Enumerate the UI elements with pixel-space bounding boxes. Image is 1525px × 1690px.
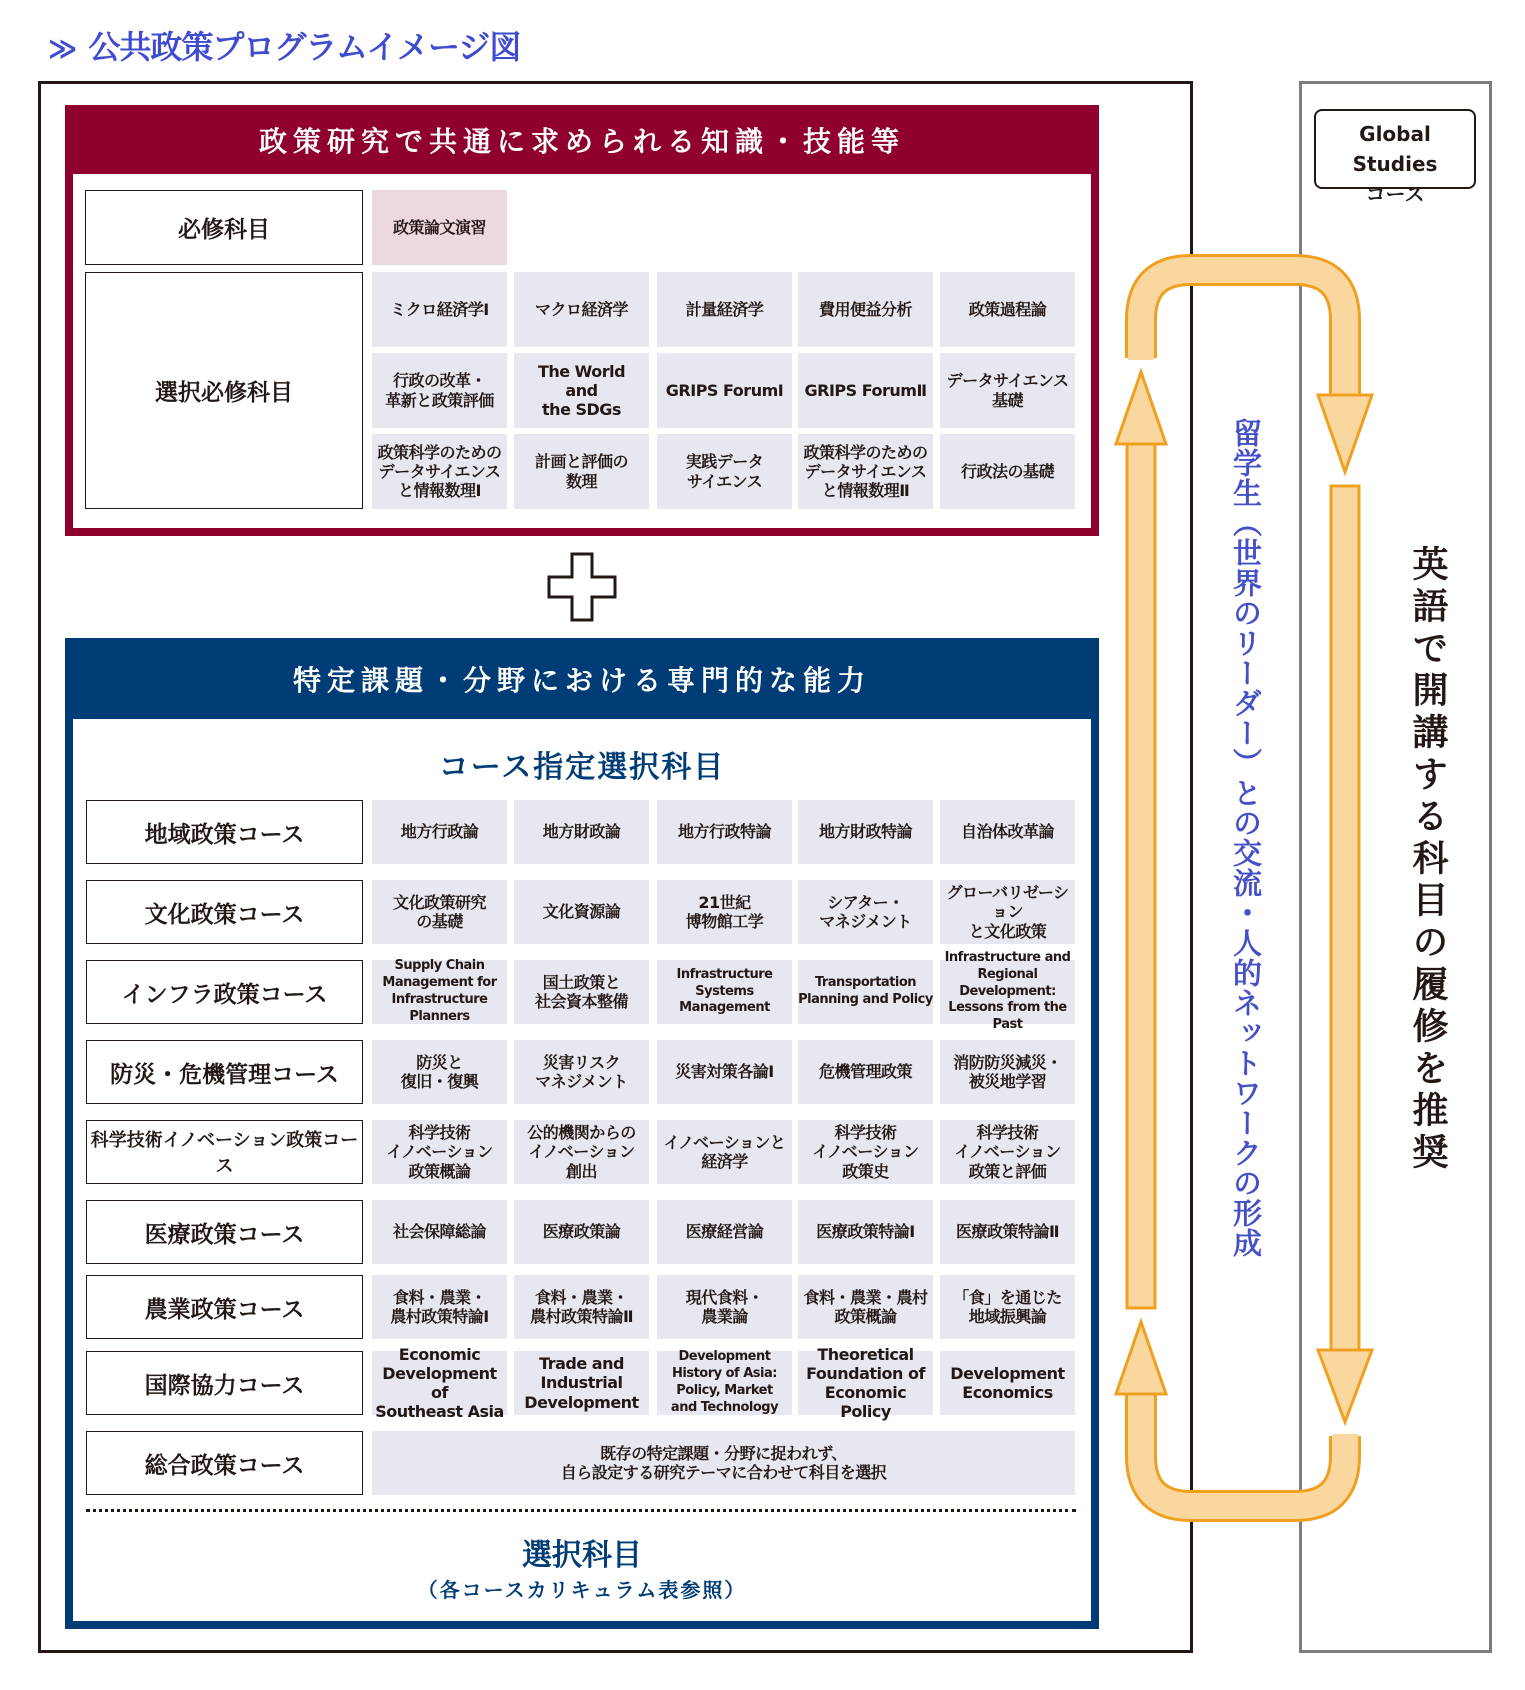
course-subject: 地方行政特論 — [657, 800, 792, 864]
right-down-arrow-shaft — [1331, 486, 1359, 1352]
elective-required-course: 実践データ サイエンス — [657, 434, 792, 509]
elective-required-course: 政策過程論 — [940, 272, 1075, 347]
electives-title: 選択科目 — [522, 1538, 642, 1573]
course-label: インフラ政策コース — [86, 960, 363, 1024]
elective-required-course: 行政の改革・ 革新と政策評価 — [372, 353, 507, 428]
elective-required-course: The World and the SDGs — [514, 353, 649, 428]
elective-required-course: 政策科学のための データサイエンス と情報数理Ⅱ — [798, 434, 933, 509]
common-skills-header: 政策研究で共通に求められる知識・技能等 — [65, 105, 1099, 174]
course-subject: Development Economics — [940, 1351, 1075, 1415]
page-title-text: 公共政策プログラムイメージ図 — [88, 28, 521, 66]
course-subject: 医療政策論 — [514, 1200, 649, 1264]
arrow-head-down-right — [1318, 1350, 1372, 1422]
course-subject: 医療政策特論Ⅰ — [798, 1200, 933, 1264]
course-subject: 危機管理政策 — [798, 1040, 933, 1104]
elective-required-course: GRIPS ForumⅠ — [657, 353, 792, 428]
elective-required-course: マクロ経済学 — [514, 272, 649, 347]
course-subject: 災害対策各論Ⅰ — [657, 1040, 792, 1104]
course-subject: 災害リスク マネジメント — [514, 1040, 649, 1104]
arrow-head-down-top — [1318, 395, 1372, 472]
course-subject: 社会保障総論 — [372, 1200, 507, 1264]
course-subject: 国土政策と 社会資本整備 — [514, 960, 649, 1024]
course-subject: 防災と 復旧・復興 — [372, 1040, 507, 1104]
double-chevron-right-icon: ≫ — [48, 32, 77, 65]
course-subject: Theoretical Foundation of Economic Policy — [798, 1351, 933, 1415]
course-subject: イノベーションと 経済学 — [657, 1120, 792, 1184]
course-designated-electives-title: コース指定選択科目 — [438, 750, 726, 785]
top-loop-arrow — [1141, 270, 1345, 398]
elective-required-course: GRIPS ForumⅡ — [798, 353, 933, 428]
elective-required-course: 計画と評価の 数理 — [514, 434, 649, 509]
course-label: 防災・危機管理コース — [86, 1040, 363, 1104]
course-subject: 公的機関からの イノベーション 創出 — [514, 1120, 649, 1184]
course-subject: 科学技術 イノベーション 政策概論 — [372, 1120, 507, 1184]
course-subject: Development History of Asia: Policy, Market and Technology — [657, 1351, 792, 1415]
elective-required-course: データサイエンス 基礎 — [940, 353, 1075, 428]
course-subject: シアター・ マネジメント — [798, 880, 933, 944]
course-subject: 食料・農業・ 農村政策特論Ⅱ — [514, 1275, 649, 1339]
arrow-head-up-bottom — [1116, 1322, 1166, 1394]
global-studies-course-label: コース — [1365, 182, 1425, 206]
course-subject: 食料・農業・農村 政策概論 — [798, 1275, 933, 1339]
course-subject: 消防防災減災・ 被災地学習 — [940, 1040, 1075, 1104]
course-subject: 文化政策研究 の基礎 — [372, 880, 507, 944]
course-subject: グローバリゼーション と文化政策 — [940, 880, 1075, 944]
required-label: 必修科目 — [85, 190, 363, 265]
course-subject: 地方財政論 — [514, 800, 649, 864]
left-up-arrow-shaft — [1127, 442, 1155, 1308]
course-subject: Infrastructure Systems Management — [657, 960, 792, 1024]
elective-required-course: 計量経済学 — [657, 272, 792, 347]
course-label: 総合政策コース — [86, 1431, 363, 1495]
course-subject: 文化資源論 — [514, 880, 649, 944]
course-subject: 医療経営論 — [657, 1200, 792, 1264]
course-label: 医療政策コース — [86, 1200, 363, 1264]
course-subject: 自治体改革論 — [940, 800, 1075, 864]
required-course: 政策論文演習 — [372, 190, 507, 265]
elective-required-label: 選択必修科目 — [85, 272, 363, 509]
course-subject: 地方財政特論 — [798, 800, 933, 864]
course-description: 既存の特定課題・分野に捉われず、 自ら設定する研究テーマに合わせて科目を選択 — [372, 1431, 1075, 1495]
course-subject: Infrastructure and Regional Development: Lessons from the Past — [940, 960, 1075, 1024]
english-courses-text: 英語で開講する科目の履修を推奨 — [1407, 545, 1448, 1175]
course-label: 地域政策コース — [86, 800, 363, 864]
specialized-skills-header: 特定課題・分野における専門的な能力 — [65, 638, 1099, 719]
course-subject: 科学技術 イノベーション 政策史 — [798, 1120, 933, 1184]
course-subject: 現代食料・ 農業論 — [657, 1275, 792, 1339]
electives-note: （各コースカリキュラム表参照） — [417, 1578, 747, 1602]
course-label: 農業政策コース — [86, 1275, 363, 1339]
course-subject: Supply Chain Management for Infrastructure Planners — [372, 960, 507, 1024]
course-label: 文化政策コース — [86, 880, 363, 944]
elective-required-course: 政策科学のための データサイエンス と情報数理Ⅰ — [372, 434, 507, 509]
elective-required-course: 費用便益分析 — [798, 272, 933, 347]
elective-required-course: 行政法の基礎 — [940, 434, 1075, 509]
course-label: 科学技術イノベーション政策コース — [86, 1120, 363, 1184]
arrow-head-up-left — [1116, 372, 1166, 444]
course-label: 国際協力コース — [86, 1351, 363, 1415]
global-studies-label: Global Studies — [1352, 122, 1438, 176]
exchange-network-text: 留学生（世界のリーダー）との交流・人的ネットワークの形成 — [1229, 418, 1263, 1258]
course-subject: 21世紀 博物館工学 — [657, 880, 792, 944]
elective-required-course: ミクロ経済学Ⅰ — [372, 272, 507, 347]
course-subject: 地方行政論 — [372, 800, 507, 864]
course-subject: Trade and Industrial Development — [514, 1351, 649, 1415]
course-subject: 食料・農業・ 農村政策特論Ⅰ — [372, 1275, 507, 1339]
course-subject: 医療政策特論Ⅱ — [940, 1200, 1075, 1264]
course-subject: Transportation Planning and Policy — [798, 960, 933, 1024]
course-subject: 科学技術 イノベーション 政策と評価 — [940, 1120, 1075, 1184]
bottom-loop-arrow — [1141, 1390, 1345, 1506]
course-subject: Economic Development of Southeast Asia — [372, 1351, 507, 1415]
course-subject: 「食」を通じた 地域振興論 — [940, 1275, 1075, 1339]
